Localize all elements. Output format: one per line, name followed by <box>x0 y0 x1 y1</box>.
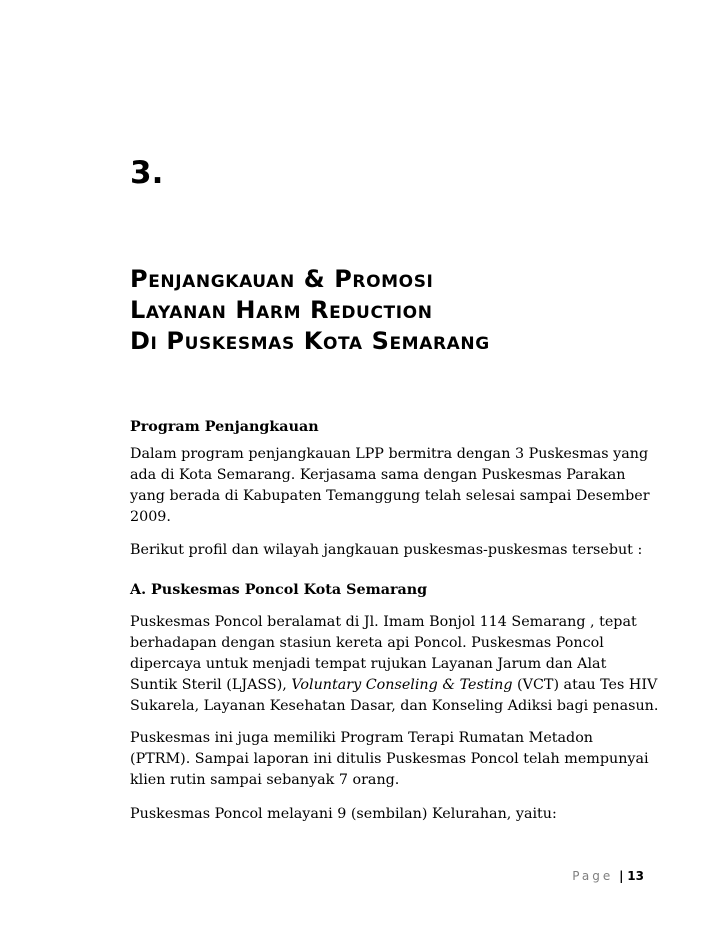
paragraph-poncol-address <box>130 612 659 717</box>
page-footer <box>572 868 644 884</box>
text-run: Suntik Steril (LJASS), <box>130 677 292 693</box>
chapter-title-line-3: Di Puskesmas Kota Semarang <box>130 327 490 355</box>
text-run: (VCT) atau Tes HIV <box>512 677 658 693</box>
paragraph-line: 2009. <box>130 509 171 525</box>
paragraph-line <box>130 675 658 696</box>
paragraph-line: klien rutin sampai sebanyak 7 orang. <box>130 772 400 788</box>
footer-separator: | <box>619 869 624 883</box>
section-heading-program-penjangkauan: Program Penjangkauan <box>130 419 319 435</box>
chapter-title-line-1: Penjangkauan & Promosi <box>130 265 434 293</box>
paragraph-line: Puskesmas ini juga memiliki Program Terapi Rumatan Metadon <box>130 730 594 746</box>
paragraph-line: Puskesmas Poncol melayani 9 (sembilan) Kelurahan, yaitu: <box>130 806 557 822</box>
chapter-number: 3. <box>130 155 164 191</box>
page-label: Page <box>572 869 614 883</box>
paragraph-line: Berikut profil dan wilayah jangkauan puskesmas-puskesmas tersebut : <box>130 542 643 558</box>
paragraph-line: Puskesmas Poncol beralamat di Jl. Imam Bonjol 114 Semarang , tepat <box>130 614 637 630</box>
paragraph-line: berhadapan dengan stasiun kereta api Poncol. Puskesmas Poncol <box>130 635 604 651</box>
paragraph-profile-intro <box>130 540 650 561</box>
paragraph-ptrm <box>130 728 650 791</box>
section-heading-puskesmas-poncol: A. Puskesmas Poncol Kota Semarang <box>130 582 428 598</box>
page-number: 13 <box>627 869 644 883</box>
paragraph-line: dipercaya untuk menjadi tempat rujukan Layanan Jarum dan Alat <box>130 656 607 672</box>
paragraph-line: Sukarela, Layanan Kesehatan Dasar, dan Konseling Adiksi bagi penasun. <box>130 698 659 714</box>
italic-term-vct: Voluntary Conseling & Testing <box>291 677 513 693</box>
paragraph-line: (PTRM). Sampai laporan ini ditulis Puskesmas Poncol telah mempunyai <box>130 751 649 767</box>
paragraph-program-intro <box>130 444 650 528</box>
paragraph-line: ada di Kota Semarang. Kerjasama sama dengan Puskesmas Parakan <box>130 467 626 483</box>
paragraph-kelurahan <box>130 804 650 825</box>
chapter-title <box>130 264 490 357</box>
paragraph-line: yang berada di Kabupaten Temanggung telah selesai sampai Desember <box>130 488 650 504</box>
chapter-title-line-2: Layanan Harm Reduction <box>130 296 433 324</box>
paragraph-line: Dalam program penjangkauan LPP bermitra dengan 3 Puskesmas yang <box>130 446 649 462</box>
